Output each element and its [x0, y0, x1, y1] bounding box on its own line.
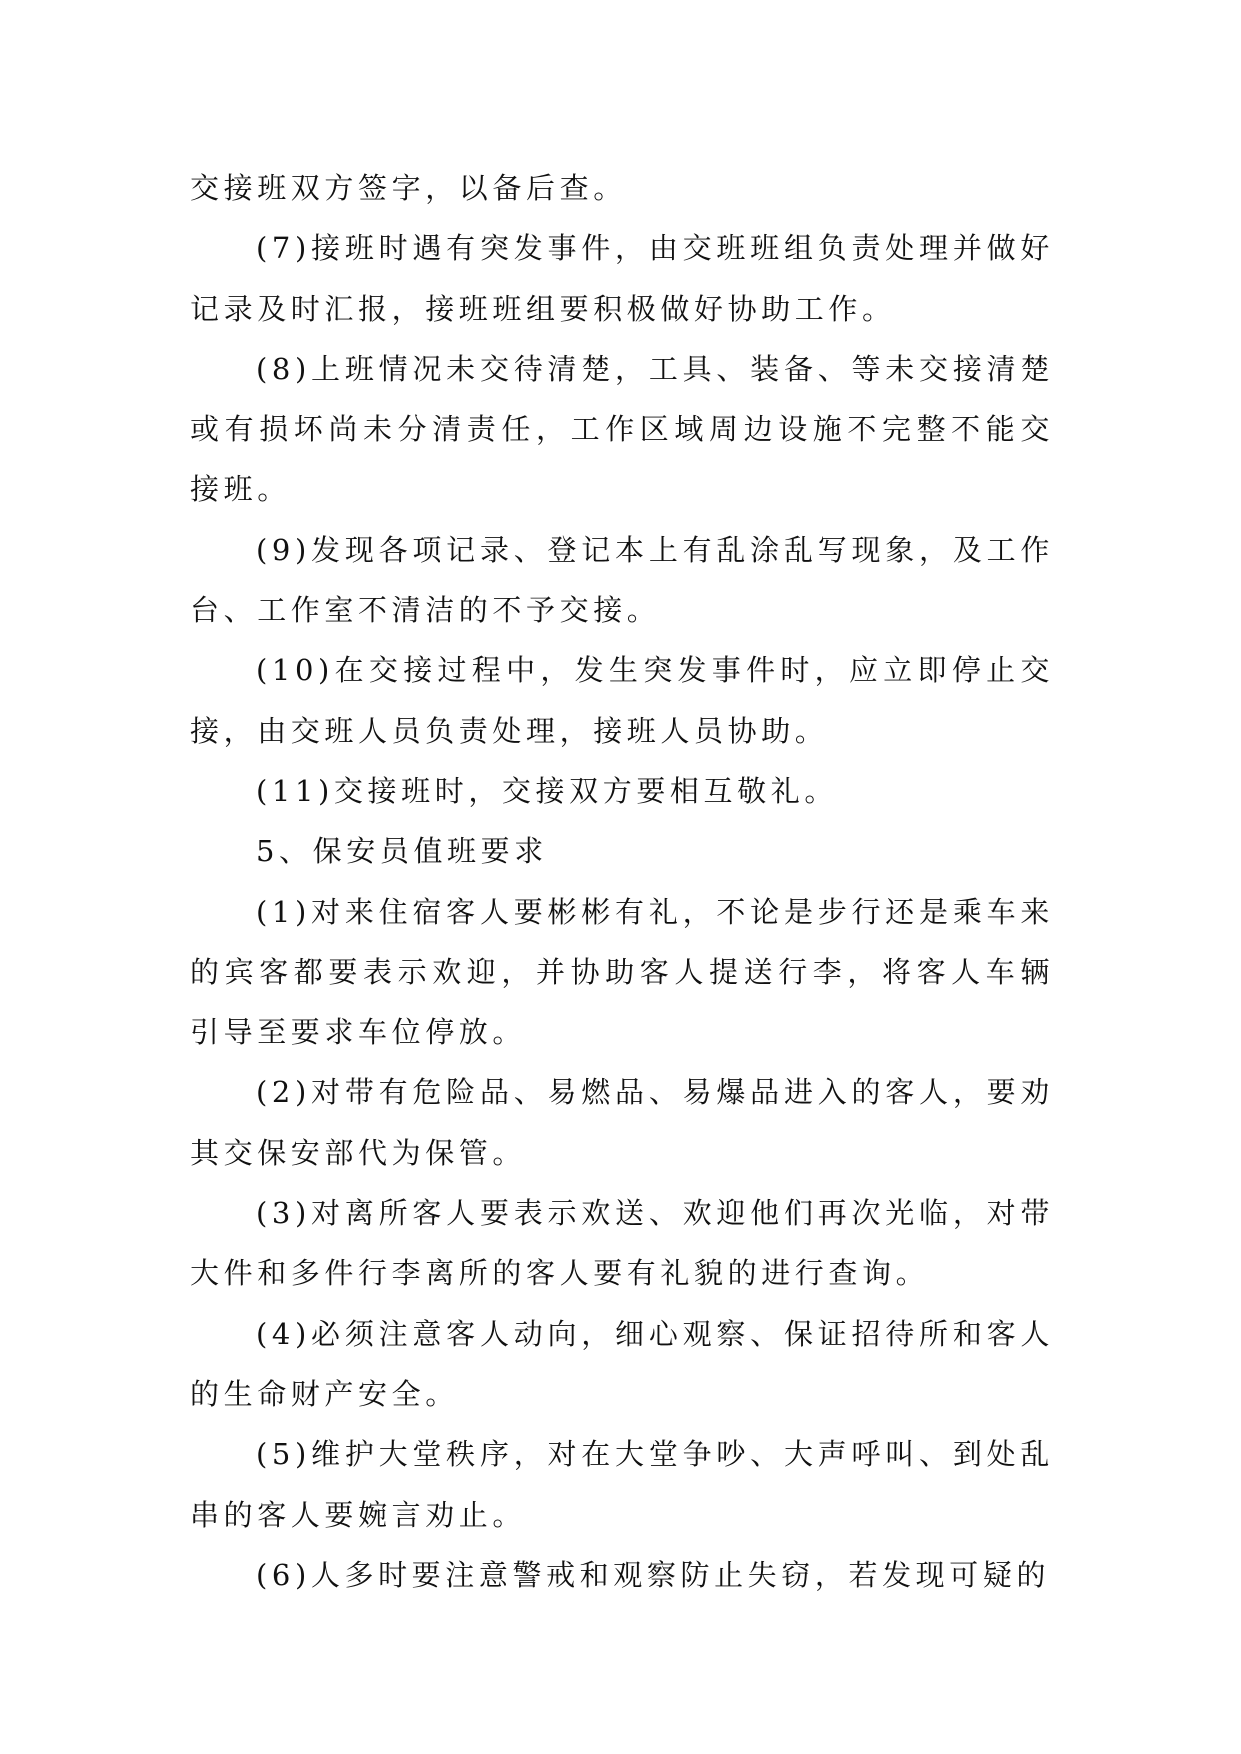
paragraph-duty-2: (2)对带有危险品、易燃品、易爆品进入的客人，要劝其交保安部代为保管。 — [190, 1075, 1054, 1170]
paragraph-duty-4: (4)必须注意客人动向，细心观察、保证招待所和客人的生命财产安全。 — [190, 1316, 1054, 1411]
paragraph-duty-5: (5)维护大堂秩序，对在大堂争吵、大声呼叫、到处乱串的客人要婉言劝止。 — [190, 1437, 1054, 1532]
section-heading-5: 5、保安员值班要求 — [256, 834, 548, 869]
document-page — [190, 158, 1054, 1605]
paragraph-item-9: (9)发现各项记录、登记本上有乱涂乱写现象，及工作台、工作室不清洁的不予交接。 — [190, 532, 1054, 628]
paragraph-handover-signature: 交接班双方签字，以备后查。 — [190, 171, 627, 205]
paragraph-duty-1: (1)对来住宿客人要彬彬有礼，不论是步行还是乘车来的宾客都要表示欢迎，并协助客人提送行李，将客人车辆引导至要求车位停放。 — [190, 894, 1054, 1050]
paragraph-item-11: (11)交接班时，交接双方要相互敬礼。 — [256, 773, 838, 808]
paragraph-duty-3: (3)对离所客人要表示欢送、欢迎他们再次光临，对带大件和多件行李离所的客人要有礼貌的进行查询。 — [190, 1196, 1054, 1291]
paragraph-item-10: (10)在交接过程中，发生突发事件时，应立即停止交接，由交班人员负责处理，接班人员协助。 — [190, 653, 1054, 748]
paragraph-duty-6: (6)人多时要注意警戒和观察防止失窃，若发现可疑的 — [256, 1557, 1051, 1592]
paragraph-item-7: (7)接班时遇有突发事件，由交班班组负责处理并做好记录及时汇报，接班班组要积极做好协助工作。 — [190, 231, 1054, 326]
paragraph-item-8: (8)上班情况未交待清楚，工具、装备、等未交接清楚或有损坏尚未分清责任，工作区域周边设施不完整不能交接班。 — [190, 351, 1054, 507]
